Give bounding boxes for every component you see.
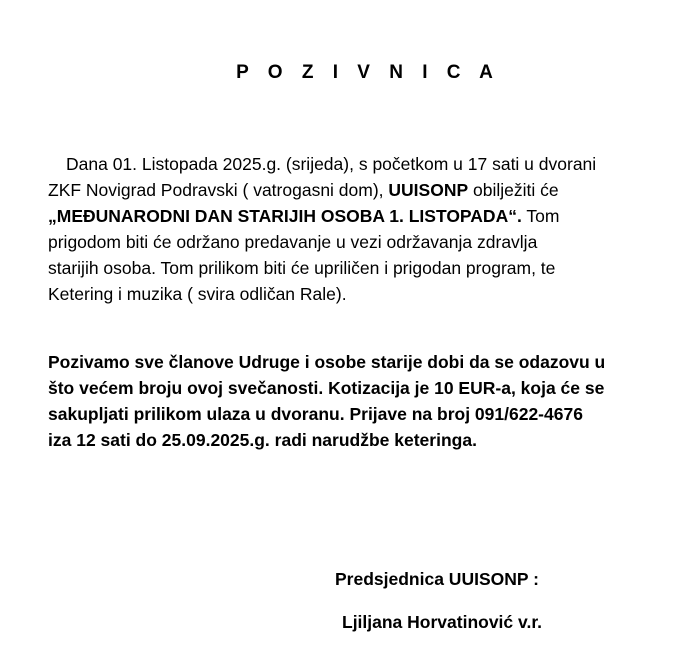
registration-paragraph xyxy=(48,349,648,453)
paragraph2-line3: sakupljati prilikom ulaza u dvoranu. Prijave na broj 091/622-4676 xyxy=(48,404,583,424)
paragraph1-line4: prigodom biti će održano predavanje u vezi održavanja zdravlja xyxy=(48,232,538,252)
paragraph1-line2 xyxy=(48,177,648,203)
invitation-paragraph xyxy=(48,151,648,307)
paragraph1-line1: Dana 01. Listopada 2025.g. (srijeda), s početkom u 17 sati u dvorani xyxy=(66,154,597,174)
paragraph2-line1: Pozivamo sve članove Udruge i osobe starije dobi da se odazovu u xyxy=(48,352,606,372)
document-title: P O Z I V N I C A xyxy=(236,62,500,83)
paragraph1-line2-end: obilježiti će xyxy=(468,180,559,200)
event-name: „MEĐUNARODNI DAN STARIJIH OSOBA 1. LISTOPADA“. xyxy=(48,206,522,226)
paragraph1-line5: starijih osoba. Tom prilikom biti će upriličen i prigodan program, te xyxy=(48,258,556,278)
paragraph1-line3-end: Tom xyxy=(521,206,560,226)
signature-name: Ljiljana Horvatinović v.r. xyxy=(342,612,543,632)
signature-role: Predsjednica UUISONP : xyxy=(335,569,539,589)
paragraph1-line3 xyxy=(48,203,648,229)
paragraph1-line6: Ketering i muzika ( svira odličan Rale). xyxy=(48,284,347,304)
organization-name: UUISONP xyxy=(388,180,469,200)
paragraph2-line4: iza 12 sati do 25.09.2025.g. radi narudžbe keteringa. xyxy=(48,430,477,450)
paragraph2-line2: što većem broju ovoj svečanosti. Kotizacija je 10 EUR-a, koja će se xyxy=(48,378,605,398)
paragraph1-line2-text: ZKF Novigrad Podravski ( vatrogasni dom), xyxy=(48,180,389,200)
